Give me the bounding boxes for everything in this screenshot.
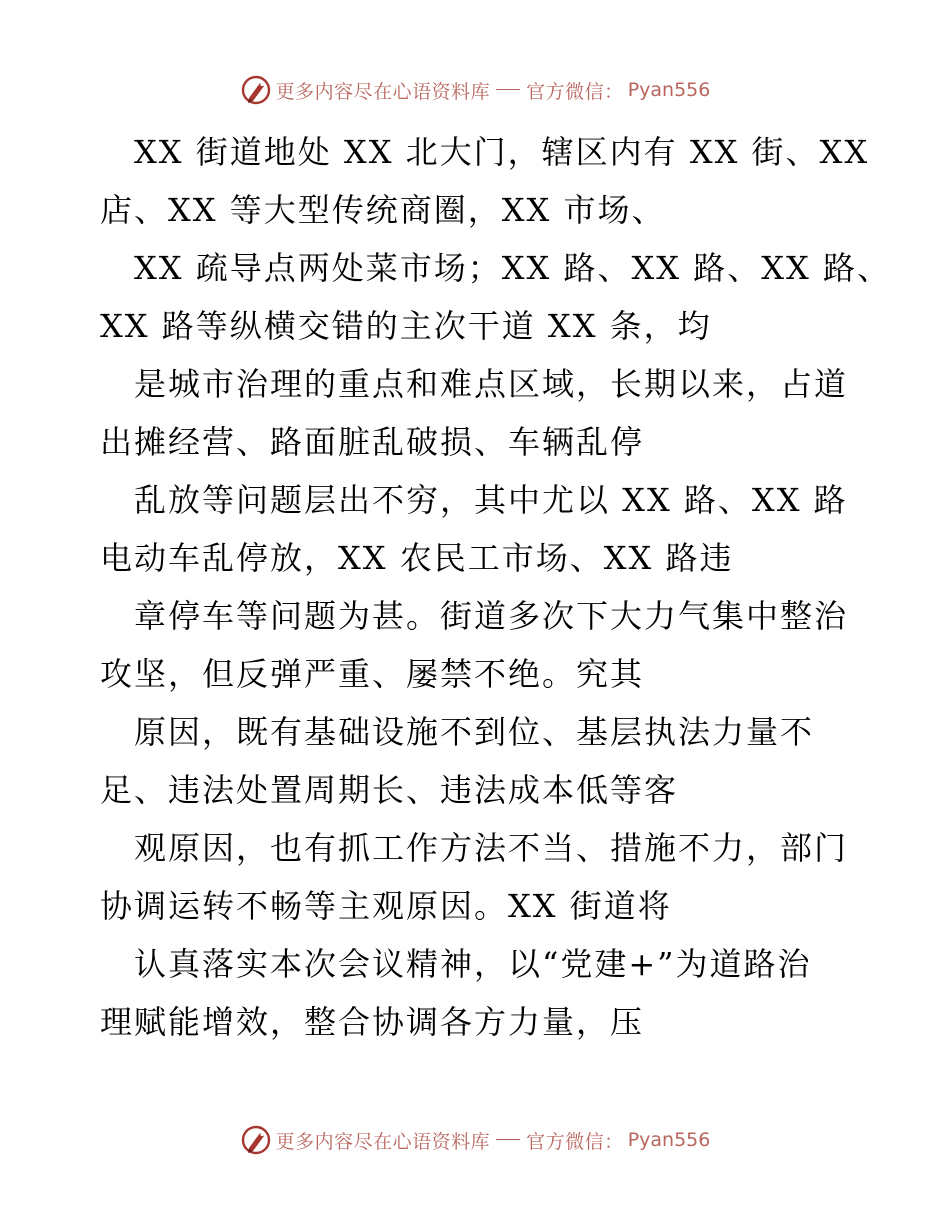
footer-banner-wechat-label: 官方微信： (526, 1130, 624, 1153)
header-banner-inner (240, 74, 711, 106)
body-line: 店、XX 等大型传统商圈，XX 市场、 (100, 191, 666, 229)
header-banner-wechat-id: Pyan556 (627, 79, 711, 101)
body-line: 是城市治理的重点和难点区域，长期以来，占道 (134, 365, 849, 403)
body-line: XX 疏导点两处菜市场；XX 路、XX 路、XX 路、 (134, 249, 891, 287)
header-watermark-banner (0, 70, 950, 110)
footer-banner-dash (496, 1139, 520, 1140)
body-line: 理赋能增效，整合协调各方力量，压 (100, 1003, 645, 1041)
document-body (100, 123, 891, 1051)
pen-logo-icon (240, 1124, 272, 1156)
body-line: 原因，既有基础设施不到位、基层执法力量不 (134, 713, 815, 751)
body-line: 协调运转不畅等主观原因。XX 街道将 (100, 887, 672, 925)
body-line: 章停车等问题为甚。街道多次下大力气集中整治 (134, 597, 849, 635)
footer-banner-inner (240, 1124, 711, 1156)
body-line: 观原因，也有抓工作方法不当、措施不力，部门 (134, 829, 849, 867)
header-banner-text: 更多内容尽在心语资料库 (275, 80, 491, 103)
body-line: XX 路等纵横交错的主次干道 XX 条，均 (100, 307, 712, 345)
header-banner-dash (496, 89, 520, 90)
footer-watermark-banner (0, 1120, 950, 1160)
body-line: 出摊经营、路面脏乱破损、车辆乱停 (100, 423, 645, 461)
body-line: 足、违法处置周期长、违法成本低等客 (100, 771, 679, 809)
pen-logo-icon (240, 74, 272, 106)
header-banner-wechat-label: 官方微信： (526, 80, 624, 103)
footer-banner-text: 更多内容尽在心语资料库 (275, 1130, 491, 1153)
body-line: 电动车乱停放，XX 农民工市场、XX 路违 (100, 539, 734, 577)
body-line: 攻坚，但反弹严重、屡禁不绝。究其 (100, 655, 645, 693)
body-line: 认真落实本次会议精神，以“党建+”为道路治 (134, 945, 812, 983)
body-line: 乱放等问题层出不穷，其中尤以 XX 路、XX 路 (134, 481, 848, 519)
footer-banner-wechat-id: Pyan556 (627, 1129, 711, 1151)
body-line: XX 街道地处 XX 北大门，辖区内有 XX 街、XX (134, 133, 870, 171)
